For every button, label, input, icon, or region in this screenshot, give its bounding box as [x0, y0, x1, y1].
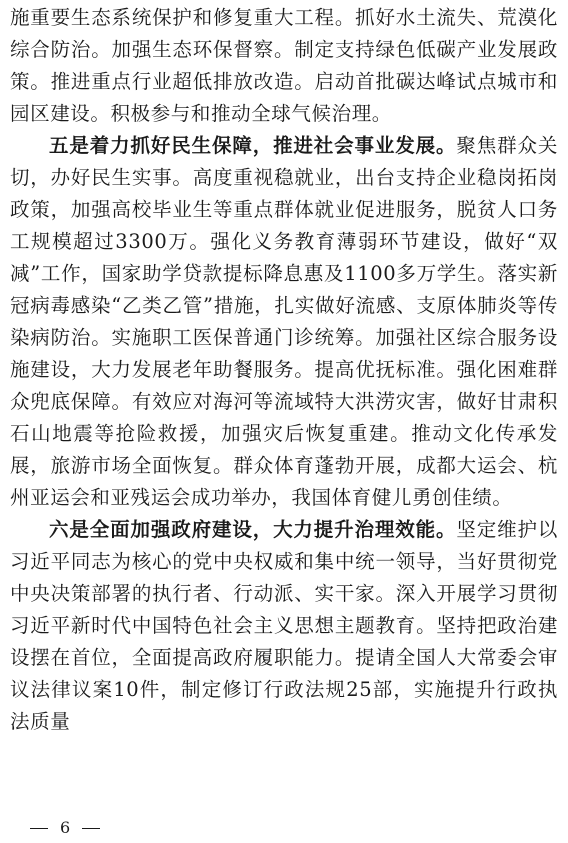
- paragraph-body: 聚焦群众关切，办好民生实事。高度重视稳就业，出台支持企业稳岗拓岗政策，加强高校毕业生等重点群体就业促进服务，脱贫人口务工规模超过3300万。强化义务教育薄弱环节建设，做好“双减”工作，国家助学贷款提标降息惠及1100多万学生。落实新冠病毒感染“乙类乙管”措施，扎实做好流感、支原体肺炎等传染病防治。实施职工医保普通门诊统筹。加强社区综合服务设施建设，大力发展老年助餐服务。提高优抚标准。强化困难群众兜底保障。有效应对海河等流域特大洪涝灾害，做好甘肃积石山地震等抢险救援，加强灾后恢复重建。推动文化传承发展，旅游市场全面恢复。群众体育蓬勃开展，成都大运会、杭州亚运会和亚残运会成功举办，我国体育健儿勇创佳绩。: [10, 134, 558, 509]
- paragraph-government: [10, 514, 558, 738]
- page-footer: [30, 818, 100, 838]
- paragraph-body: 施重要生态系统保护和修复重大工程。抓好水土流失、荒漠化综合防治。加强生态环保督察。制定支持绿色低碳产业发展政策。推进重点行业超低排放改造。启动首批碳达峰试点城市和园区建设。积极参与和推动全球气候治理。: [10, 6, 558, 125]
- section-heading: 六是全面加强政府建设，大力提升治理效能。: [49, 518, 457, 541]
- document-page: [10, 2, 558, 738]
- paragraph-livelihood: [10, 130, 558, 514]
- paragraph-body: 坚定维护以习近平同志为核心的党中央权威和集中统一领导，当好贯彻党中央决策部署的执行者、行动派、实干家。深入开展学习贯彻习近平新时代中国特色社会主义思想主题教育。坚持把政治建设摆在首位，全面提高政府履职能力。提请全国人大常委会审议法律议案10件，制定修订行政法规25部，实施提升行政执法质量: [10, 518, 558, 733]
- section-heading: 五是着力抓好民生保障，推进社会事业发展。: [49, 134, 457, 157]
- paragraph-ecology: [10, 2, 558, 130]
- page-number: 6: [60, 818, 71, 837]
- footer-dash-left: [30, 828, 48, 829]
- footer-dash-right: [82, 828, 100, 829]
